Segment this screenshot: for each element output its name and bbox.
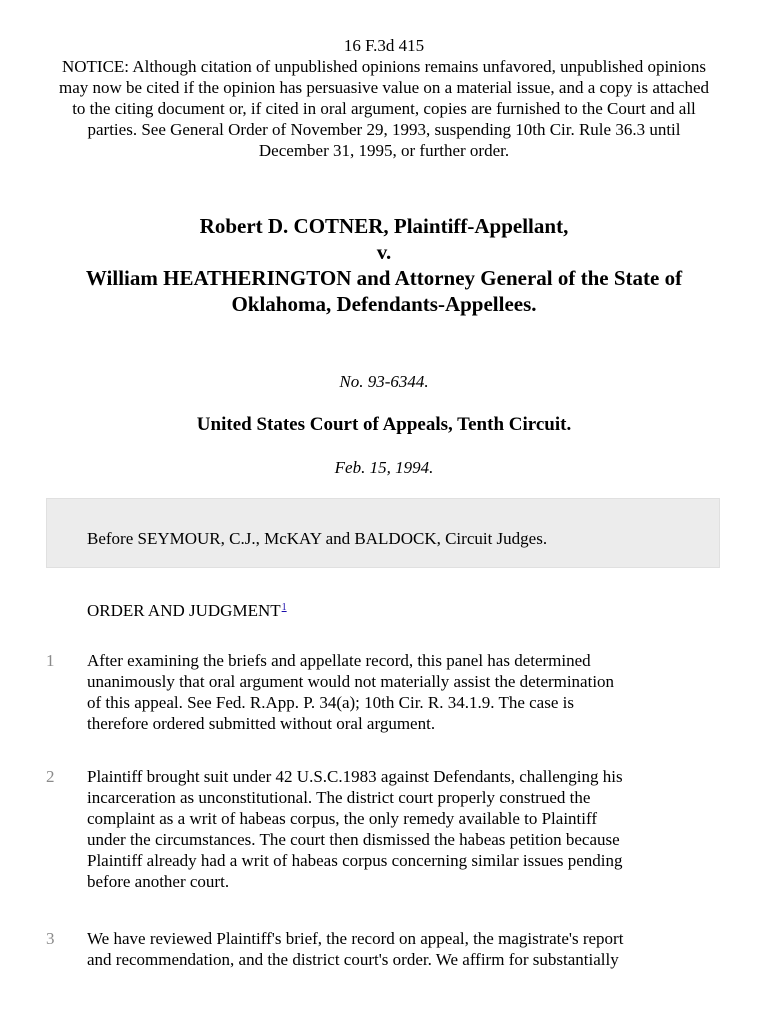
paragraph-line: Plaintiff already had a writ of habeas corpus concerning similar issues pending xyxy=(87,851,623,870)
docket-number: No. 93-6344. xyxy=(339,372,429,391)
paragraph-number: 1 xyxy=(46,651,55,670)
paragraph-line: complaint as a writ of habeas corpus, the only remedy available to Plaintiff xyxy=(87,809,598,828)
paragraph-line: unanimously that oral argument would not materially assist the determination xyxy=(87,672,615,691)
caption-defendants-line2: Oklahoma, Defendants-Appellees. xyxy=(231,292,537,316)
footnote-link[interactable]: 1 xyxy=(281,602,287,613)
decision-date: Feb. 15, 1994. xyxy=(334,458,434,477)
paragraph-line: and recommendation, and the district court's order. We affirm for substantially xyxy=(87,950,619,969)
caption-plaintiff: Robert D. COTNER, Plaintiff-Appellant, xyxy=(199,214,569,238)
unpublished-notice: NOTICE: Although citation of unpublished opinions remains unfavored, unpublished opinions may now be cited if the opinion has persuasive value on a material issue, and a copy is attached to the citing document or, if cited in oral argument, copies are furnished to the Court and all parties. See General Order of November 29, 1993, suspending 10th Cir. Rule 36.3 until December 31, 1995, or further order. xyxy=(58,57,710,160)
paragraph-text xyxy=(87,928,717,970)
court-name: United States Court of Appeals, Tenth Circuit. xyxy=(196,414,572,435)
order-title-text: ORDER AND JUDGMENT xyxy=(87,601,281,620)
panel-judges: Before SEYMOUR, C.J., McKAY and BALDOCK, Circuit Judges. xyxy=(87,529,548,548)
paragraph-line: incarceration as unconstitutional. The district court properly construed the xyxy=(87,788,591,807)
paragraph-text xyxy=(87,650,717,734)
paragraph-line: under the circumstances. The court then dismissed the habeas petition because xyxy=(87,830,620,849)
panel-box xyxy=(46,498,720,568)
paragraph-line: We have reviewed Plaintiff's brief, the record on appeal, the magistrate's report xyxy=(87,929,624,948)
paragraph-line: of this appeal. See Fed. R.App. P. 34(a); 10th Cir. R. 34.1.9. The case is xyxy=(87,693,574,712)
paragraph-text xyxy=(87,766,717,892)
caption-defendants-line1: William HEATHERINGTON and Attorney General of the State of xyxy=(85,266,683,290)
order-title xyxy=(87,597,287,621)
paragraph-number: 2 xyxy=(46,767,55,786)
case-citation: 16 F.3d 415 xyxy=(343,36,425,55)
paragraph-line: therefore ordered submitted without oral argument. xyxy=(87,714,436,733)
paragraph-line: before another court. xyxy=(87,872,230,891)
paragraph-number: 3 xyxy=(46,929,55,948)
paragraph-line: Plaintiff brought suit under 42 U.S.C.1983 against Defendants, challenging his xyxy=(87,767,623,786)
paragraph-line: After examining the briefs and appellate record, this panel has determined xyxy=(87,651,591,670)
case-caption xyxy=(40,213,728,317)
caption-versus: v. xyxy=(376,240,392,264)
